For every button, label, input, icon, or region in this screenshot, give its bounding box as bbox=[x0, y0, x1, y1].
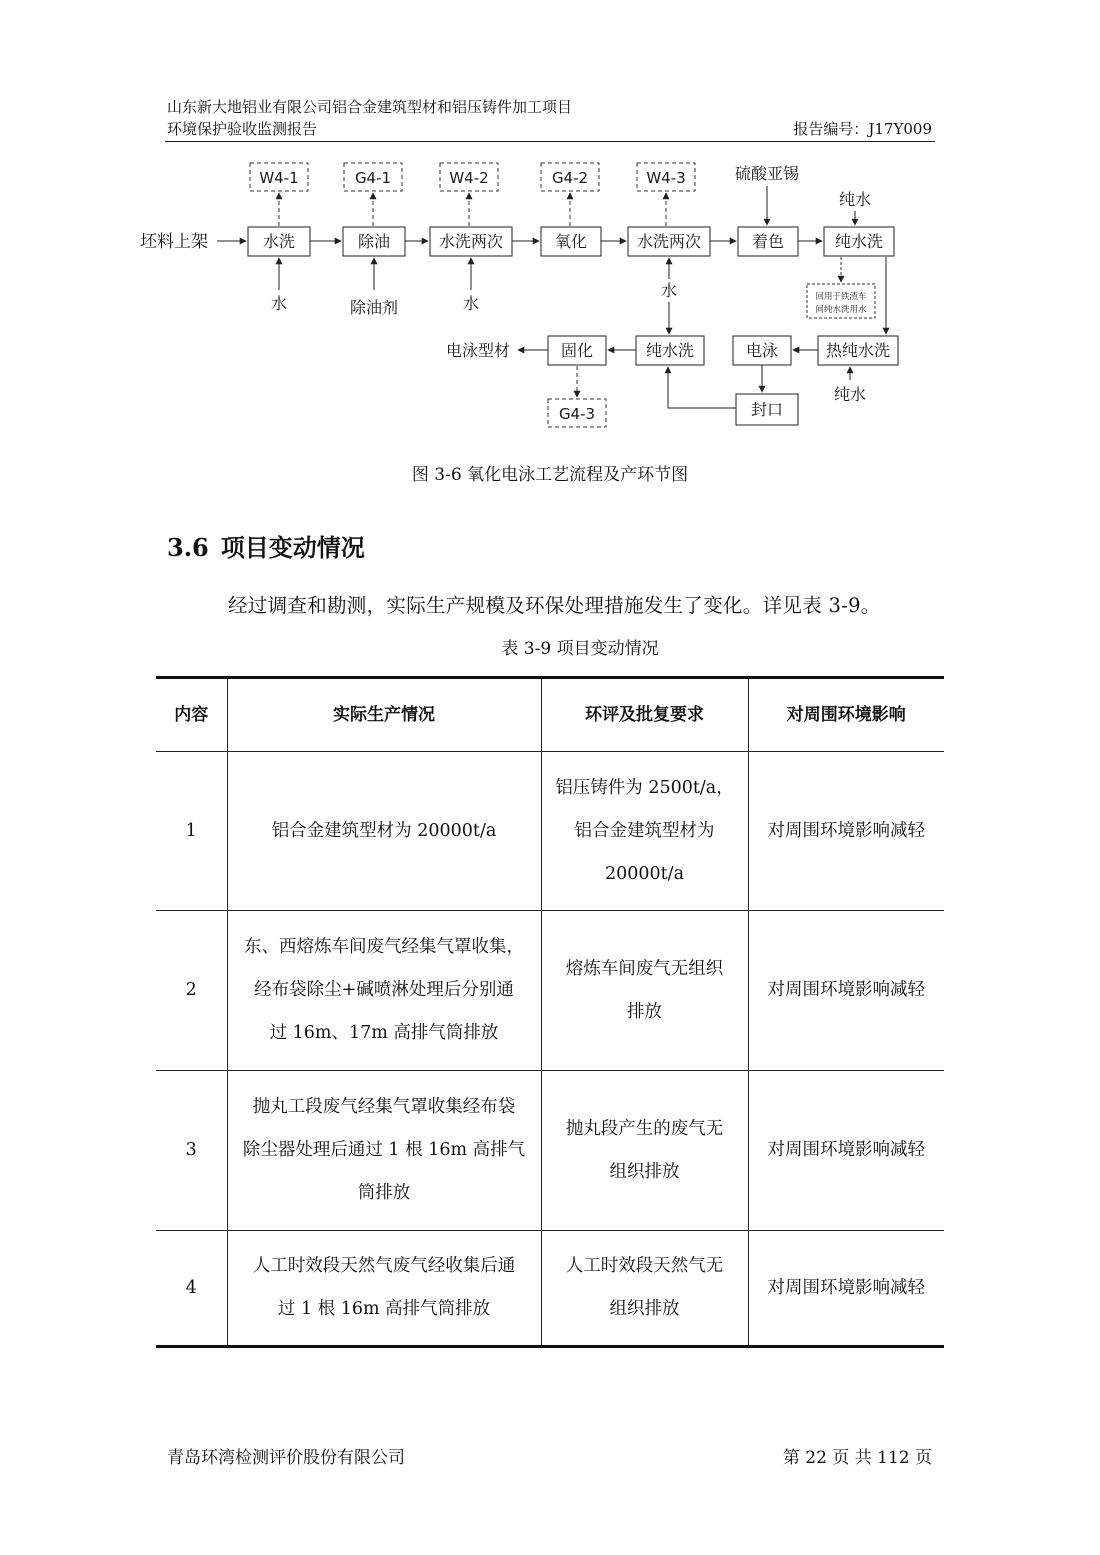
row-number: 3 bbox=[156, 1071, 227, 1231]
step-degrease bbox=[343, 227, 405, 256]
svg-text:除油: 除油 bbox=[357, 232, 391, 251]
step-cure bbox=[548, 336, 606, 365]
text-line: 铝压铸件为 2500t/a， bbox=[555, 777, 734, 798]
row-number: 1 bbox=[156, 752, 227, 911]
step-pure-wash-top bbox=[824, 227, 894, 256]
text-line: 过 16m、17m 高排气筒排放 bbox=[269, 1023, 499, 1043]
svg-text:W4-2: W4-2 bbox=[449, 169, 489, 187]
input-degreaser: 除油剂 bbox=[349, 298, 399, 317]
text-line: 20000t/a bbox=[604, 863, 685, 884]
actual-cell bbox=[227, 1071, 541, 1231]
text-line: 排放 bbox=[627, 1001, 662, 1022]
process-flow-diagram bbox=[0, 0, 1100, 450]
emission-box-g4-1 bbox=[344, 163, 402, 191]
svg-text:水洗两次: 水洗两次 bbox=[438, 232, 504, 251]
row-number: 4 bbox=[156, 1231, 227, 1347]
emission-box-w4-3 bbox=[637, 163, 695, 191]
step-wash-twice-2 bbox=[628, 227, 710, 256]
step-coloring bbox=[738, 227, 798, 256]
table-row bbox=[156, 1231, 944, 1347]
text-line: 组织排放 bbox=[609, 1161, 680, 1182]
table-title: 表 3-9 项目变动情况 bbox=[501, 639, 659, 659]
header-project-title: 山东新大地铝业有限公司铝合金建筑型材和铝压铸件加工项目 bbox=[167, 98, 573, 116]
svg-text:封口: 封口 bbox=[750, 400, 784, 419]
text-line: 除尘器处理后通过 1 根 16m 高排气 bbox=[242, 1140, 526, 1160]
section-heading bbox=[167, 528, 365, 563]
svg-text:G4-2: G4-2 bbox=[551, 169, 589, 187]
text-line: 组织排放 bbox=[609, 1299, 680, 1319]
start-label: 坯料上架 bbox=[140, 232, 208, 252]
impact-cell: 对周围环境影响减轻 bbox=[748, 911, 944, 1071]
required-cell bbox=[541, 1071, 748, 1231]
svg-text:氧化: 氧化 bbox=[554, 232, 588, 251]
svg-text:电泳: 电泳 bbox=[745, 341, 779, 360]
actual-cell bbox=[227, 911, 541, 1071]
svg-text:G4-1: G4-1 bbox=[354, 169, 392, 187]
table-row bbox=[156, 911, 944, 1071]
col-header: 内容 bbox=[156, 678, 227, 752]
emission-box-g4-3 bbox=[548, 399, 606, 427]
required-cell bbox=[541, 911, 748, 1071]
emission-box-w4-1 bbox=[250, 163, 308, 191]
text-line: 铝合金建筑型材为 bbox=[574, 820, 715, 841]
impact-cell: 对周围环境影响减轻 bbox=[748, 752, 944, 911]
section-number: 3.6 bbox=[167, 533, 209, 562]
product-label: 电泳型材 bbox=[446, 341, 511, 360]
svg-text:着色: 着色 bbox=[751, 232, 785, 251]
svg-text:W4-3: W4-3 bbox=[646, 169, 686, 187]
impact-cell: 对周围环境影响减轻 bbox=[748, 1071, 944, 1231]
reuse-note-box bbox=[807, 284, 875, 318]
text-line: 熔炼车间废气无组织 bbox=[565, 958, 724, 979]
svg-text:G4-3: G4-3 bbox=[558, 405, 596, 423]
text-line: 抛丸工段废气经集气罩收集经布袋 bbox=[252, 1097, 516, 1117]
step-hot-pure-wash bbox=[818, 336, 898, 365]
text-line: 筒排放 bbox=[357, 1183, 411, 1203]
input-pure-water-top: 纯水 bbox=[838, 190, 872, 209]
col-header: 对周围环境影响 bbox=[748, 678, 944, 752]
footer-company: 青岛环湾检测评价股份有限公司 bbox=[167, 1448, 405, 1468]
step-pure-wash-bottom bbox=[636, 336, 704, 365]
svg-text:热纯水洗: 热纯水洗 bbox=[825, 341, 891, 360]
svg-text:水洗: 水洗 bbox=[262, 232, 296, 251]
text-line: 人工时效段天然气废气经收集后通 bbox=[252, 1256, 516, 1276]
figure-caption: 图 3-6 氧化电泳工艺流程及产环节图 bbox=[411, 465, 689, 485]
text-line: 抛丸段产生的废气无 bbox=[565, 1118, 724, 1139]
header-report-number: 报告编号：J17Y009 bbox=[793, 120, 932, 138]
project-changes-table bbox=[156, 676, 944, 1348]
section-title: 项目变动情况 bbox=[220, 533, 365, 562]
svg-text:W4-1: W4-1 bbox=[259, 169, 299, 187]
impact-cell: 对周围环境影响减轻 bbox=[748, 1231, 944, 1347]
input-tin-sulfate: 硫酸亚锡 bbox=[734, 164, 800, 183]
header-report-type: 环境保护验收监测报告 bbox=[167, 120, 318, 138]
svg-text:间纯水洗用水: 间纯水洗用水 bbox=[815, 305, 867, 315]
actual-cell bbox=[227, 1231, 541, 1347]
svg-text:固化: 固化 bbox=[560, 341, 594, 360]
col-header: 实际生产情况 bbox=[227, 678, 541, 752]
emission-box-w4-2 bbox=[440, 163, 498, 191]
step-electrophoresis bbox=[733, 336, 791, 365]
required-cell bbox=[541, 752, 748, 911]
svg-text:回用于铁渣车: 回用于铁渣车 bbox=[815, 292, 867, 302]
text-line: 经布袋除尘+碱喷淋处理后分别通 bbox=[254, 980, 514, 1000]
step-oxidize bbox=[541, 227, 601, 256]
row-number: 2 bbox=[156, 911, 227, 1071]
text-line: 东、西熔炼车间废气经集气罩收集， bbox=[244, 937, 524, 957]
input-water-2: 水 bbox=[462, 294, 480, 313]
table-row bbox=[156, 752, 944, 911]
text-line: 过 1 根 16m 高排气筒排放 bbox=[277, 1299, 491, 1319]
required-cell bbox=[541, 1231, 748, 1347]
table-header-row bbox=[156, 678, 944, 752]
footer-page-label: 第 22 页 共 112 页 bbox=[782, 1448, 932, 1468]
svg-text:纯水洗: 纯水洗 bbox=[645, 341, 695, 360]
text-line: 人工时效段天然气无 bbox=[565, 1256, 724, 1276]
svg-text:纯水洗: 纯水洗 bbox=[834, 232, 884, 251]
step-seal bbox=[736, 394, 798, 425]
step-wash bbox=[248, 227, 310, 256]
input-water-1: 水 bbox=[270, 294, 288, 313]
col-header: 环评及批复要求 bbox=[541, 678, 748, 752]
input-water-3: 水 bbox=[660, 281, 678, 300]
emission-box-g4-2 bbox=[541, 163, 599, 191]
input-pure-water-bottom: 纯水 bbox=[833, 385, 867, 404]
table-row bbox=[156, 1071, 944, 1231]
actual-cell bbox=[227, 752, 541, 911]
step-wash-twice-1 bbox=[430, 227, 512, 256]
text-line: 铝合金建筑型材为 20000t/a bbox=[271, 820, 497, 841]
body-paragraph: 经过调查和勘测，实际生产规模及环保处理措施发生了变化。详见表 3-9。 bbox=[228, 594, 881, 617]
svg-text:水洗两次: 水洗两次 bbox=[636, 232, 702, 251]
